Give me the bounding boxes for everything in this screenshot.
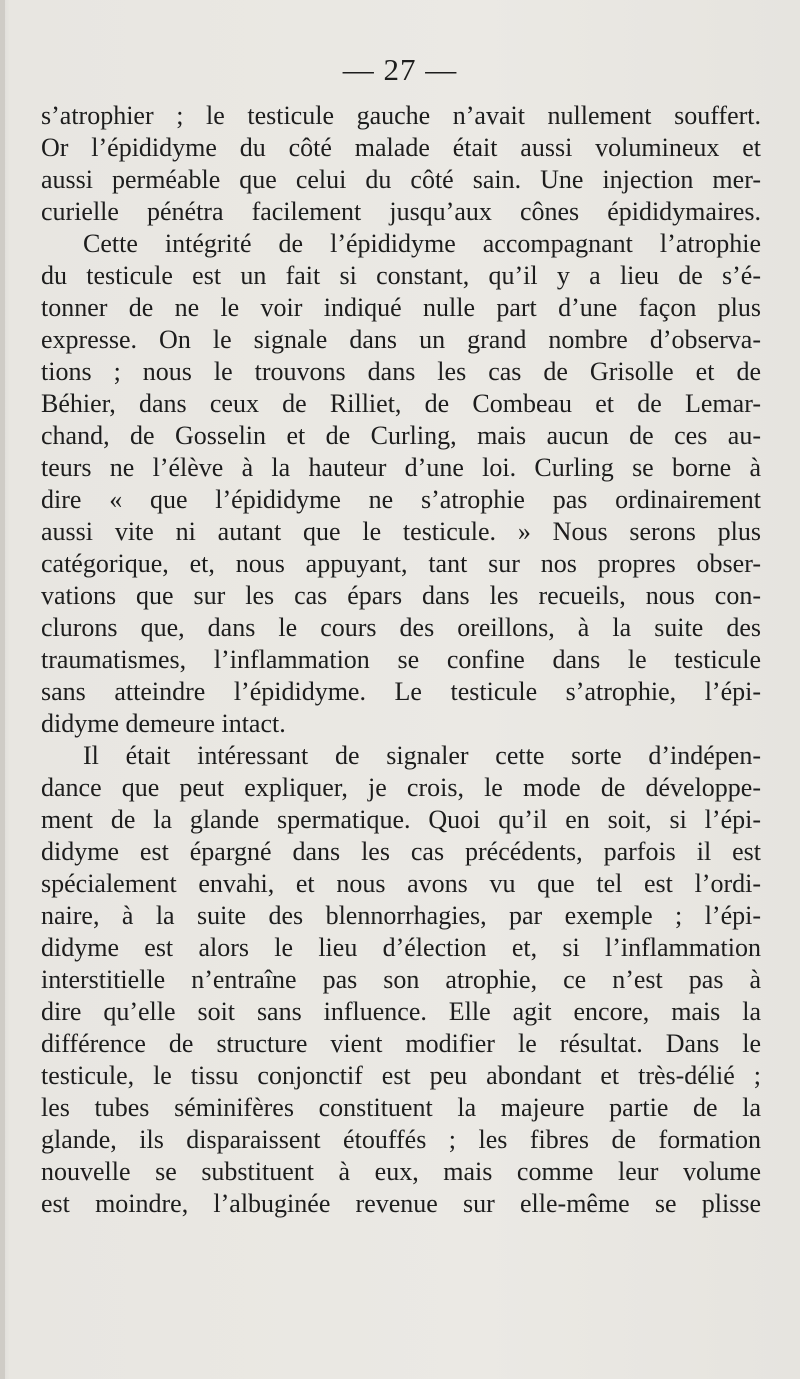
text-line: curielle pénétra facilement jusqu’aux cônes épididymaires.: [41, 197, 761, 226]
text-line: Or l’épididyme du côté malade était aussi volumineux et: [41, 133, 761, 162]
text-line: expresse. On le signale dans un grand nombre d’observa-: [41, 325, 761, 354]
text-line: naire, à la suite des blennorrhagies, par exemple ; l’épi-: [41, 901, 761, 930]
body-text: [41, 100, 761, 1220]
text-line: spécialement envahi, et nous avons vu que tel est l’ordi-: [41, 869, 761, 898]
text-line: aussi perméable que celui du côté sain. Une injection mer-: [41, 165, 761, 194]
text-line: vations que sur les cas épars dans les recueils, nous con-: [41, 581, 761, 610]
text-line: est moindre, l’albuginée revenue sur elle-même se plisse: [41, 1189, 761, 1218]
text-line: nouvelle se substituent à eux, mais comme leur volume: [41, 1157, 761, 1186]
text-line: teurs ne l’élève à la hauteur d’une loi. Curling se borne à: [41, 453, 761, 482]
text-line: Béhier, dans ceux de Rilliet, de Combeau et de Lemar-: [41, 389, 761, 418]
text-line: les tubes séminifères constituent la majeure partie de la: [41, 1093, 761, 1122]
text-line: dire qu’elle soit sans influence. Elle agit encore, mais la: [41, 997, 761, 1026]
text-line: didyme est alors le lieu d’élection et, si l’inflammation: [41, 933, 761, 962]
text-line: traumatismes, l’inflammation se confine dans le testicule: [41, 645, 761, 674]
text-line: tions ; nous le trouvons dans les cas de Grisolle et de: [41, 357, 761, 386]
text-line: clurons que, dans le cours des oreillons, à la suite des: [41, 613, 761, 642]
text-line: catégorique, et, nous appuyant, tant sur nos propres obser-: [41, 549, 761, 578]
text-line: interstitielle n’entraîne pas son atrophie, ce n’est pas à: [41, 965, 761, 994]
text-line: sans atteindre l’épididyme. Le testicule s’atrophie, l’épi-: [41, 677, 761, 706]
text-line: s’atrophier ; le testicule gauche n’avait nullement souffert.: [41, 101, 761, 130]
text-line: aussi vite ni autant que le testicule. » Nous serons plus: [41, 517, 761, 546]
text-line: Cette intégrité de l’épididyme accompagnant l’atrophie: [83, 229, 761, 258]
page-number: — 27 —: [342, 52, 458, 87]
text-line: glande, ils disparaissent étouffés ; les fibres de formation: [41, 1125, 761, 1154]
text-line: dance que peut expliquer, je crois, le mode de développe-: [41, 773, 761, 802]
page-edge-shadow: [0, 0, 5, 1379]
text-line: tonner de ne le voir indiqué nulle part d’une façon plus: [41, 293, 761, 322]
text-line: ment de la glande spermatique. Quoi qu’il en soit, si l’épi-: [41, 805, 761, 834]
text-line: didyme demeure intact.: [41, 709, 286, 738]
text-line: testicule, le tissu conjonctif est peu abondant et très-délié ;: [41, 1061, 761, 1090]
text-line: différence de structure vient modifier le résultat. Dans le: [41, 1029, 761, 1058]
text-line: chand, de Gosselin et de Curling, mais aucun de ces au-: [41, 421, 761, 450]
text-line: Il était intéressant de signaler cette sorte d’indépen-: [83, 741, 761, 770]
text-line: didyme est épargné dans les cas précédents, parfois il est: [41, 837, 761, 866]
text-line: du testicule est un fait si constant, qu’il y a lieu de s’é-: [41, 261, 761, 290]
text-line: dire « que l’épididyme ne s’atrophie pas ordinairement: [41, 485, 761, 514]
